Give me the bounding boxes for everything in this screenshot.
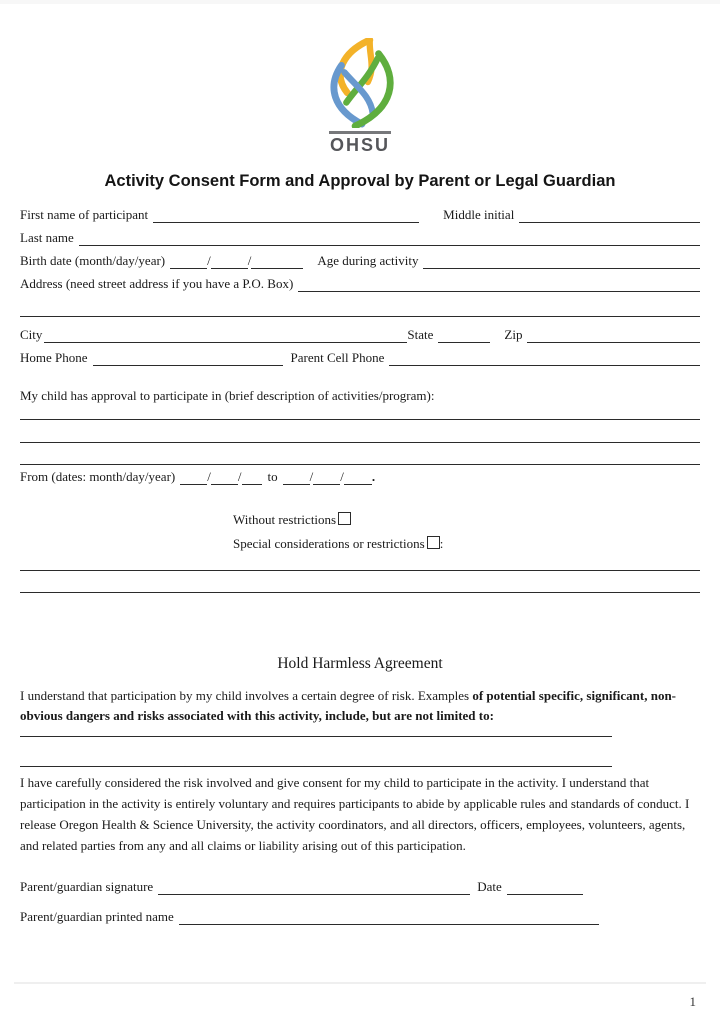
logo-wordmark: OHSU <box>329 135 390 155</box>
age-blank <box>423 254 700 269</box>
first-name-row <box>20 207 700 223</box>
activity-description-blank-1 <box>20 419 700 420</box>
dates-row <box>20 469 700 485</box>
risk-intro-bold: of potential specific, significant, non-obvious dangers and risks associated with this activity, include, but are not limited to: <box>20 688 677 723</box>
restrictions-detail-blank-2 <box>20 592 700 593</box>
first-name-blank <box>153 208 419 223</box>
slash-separator: / <box>309 469 314 484</box>
signature-blank <box>158 880 470 895</box>
first-name-label: First name of participant <box>20 207 149 222</box>
printed-name-blank <box>179 910 599 925</box>
age-label: Age during activity <box>317 253 419 268</box>
form-title: Activity Consent Form and Approval by Parent or Legal Guardian <box>104 172 616 190</box>
without-restrictions-label: Without restrictions <box>233 512 337 527</box>
release-paragraph: I have carefully considered the risk involved and give consent for my child to participate in the activity. I understand that participation in the activity is entirely voluntary and requires participants to abide by applicable rules and standards of conduct. I release Oregon Health & Science University, the activity coordinators, and all directors, officers, employees, volunteers, agents, and related parties from any and all claims or liability arising out of this participation. <box>20 775 690 853</box>
phones-row <box>20 350 700 366</box>
address-continued-blank <box>20 316 700 317</box>
state-label: State <box>407 327 434 342</box>
city-state-zip-row <box>20 327 700 343</box>
address-blank <box>298 277 700 292</box>
last-name-label: Last name <box>20 230 74 245</box>
without-restrictions-row <box>20 512 700 528</box>
printed-name-label: Parent/guardian printed name <box>20 909 174 924</box>
parent-cell-label: Parent Cell Phone <box>290 350 385 365</box>
last-name-row <box>20 230 700 246</box>
approval-intro-row <box>20 388 700 404</box>
to-day-blank <box>313 470 340 485</box>
city-label: City <box>20 327 43 342</box>
birth-day-blank <box>211 254 248 269</box>
activity-description-blank-2 <box>20 442 700 443</box>
page-number: 1 <box>689 994 696 1009</box>
risk-intro-paragraph <box>20 686 700 726</box>
slash-separator: / <box>207 469 211 484</box>
from-dates-label: From (dates: month/day/year) <box>20 469 176 484</box>
to-label: to <box>267 469 278 484</box>
slash-separator: / <box>237 469 242 484</box>
address-row <box>20 276 700 292</box>
middle-initial-blank <box>519 208 700 223</box>
state-blank <box>438 328 490 343</box>
special-restrictions-row <box>20 536 700 552</box>
sentence-period: . <box>371 469 376 484</box>
birth-date-label: Birth date (month/day/year) <box>20 253 166 268</box>
risk-intro-regular: I understand that participation by my child involves a certain degree of risk. Examples <box>20 688 473 703</box>
hold-harmless-heading: Hold Harmless Agreement <box>277 655 443 672</box>
last-name-blank <box>79 231 700 246</box>
from-month-blank <box>180 470 207 485</box>
logo-underline-bar <box>329 131 391 134</box>
slash-separator: / <box>207 253 211 268</box>
to-year-blank <box>344 470 372 485</box>
from-day-blank <box>211 470 238 485</box>
risk-list-blank-1 <box>20 736 612 737</box>
home-phone-blank <box>93 351 283 366</box>
birth-year-blank <box>251 254 303 269</box>
risk-list-blank-2 <box>20 766 612 767</box>
approval-intro-label: My child has approval to participate in (brief description of activities/program): <box>20 388 435 403</box>
page-bottom-edge <box>14 982 706 984</box>
home-phone-label: Home Phone <box>20 350 88 365</box>
special-restrictions-checkbox[interactable] <box>427 536 440 549</box>
date-blank <box>507 880 583 895</box>
ohsu-logo <box>20 0 700 156</box>
to-month-blank <box>283 470 310 485</box>
slash-separator: / <box>340 469 344 484</box>
zip-label: Zip <box>504 327 523 342</box>
ohsu-flame-icon <box>321 38 399 128</box>
date-label: Date <box>477 879 502 894</box>
parent-cell-blank <box>389 351 700 366</box>
printed-name-row <box>20 909 700 925</box>
colon-separator: : <box>439 536 444 551</box>
activity-description-blank-3 <box>20 464 700 465</box>
zip-blank <box>527 328 700 343</box>
city-blank <box>44 328 407 343</box>
address-label: Address (need street address if you have a P.O. Box) <box>20 276 294 291</box>
signature-label: Parent/guardian signature <box>20 879 154 894</box>
special-restrictions-label: Special considerations or restrictions <box>233 536 425 551</box>
without-restrictions-checkbox[interactable] <box>338 512 351 525</box>
signature-row <box>20 879 700 895</box>
slash-separator: / <box>247 253 252 268</box>
middle-initial-label: Middle initial <box>443 207 515 222</box>
birth-date-row <box>20 253 700 269</box>
birth-month-blank <box>170 254 207 269</box>
restrictions-detail-blank-1 <box>20 570 700 571</box>
from-year-blank <box>242 470 262 485</box>
